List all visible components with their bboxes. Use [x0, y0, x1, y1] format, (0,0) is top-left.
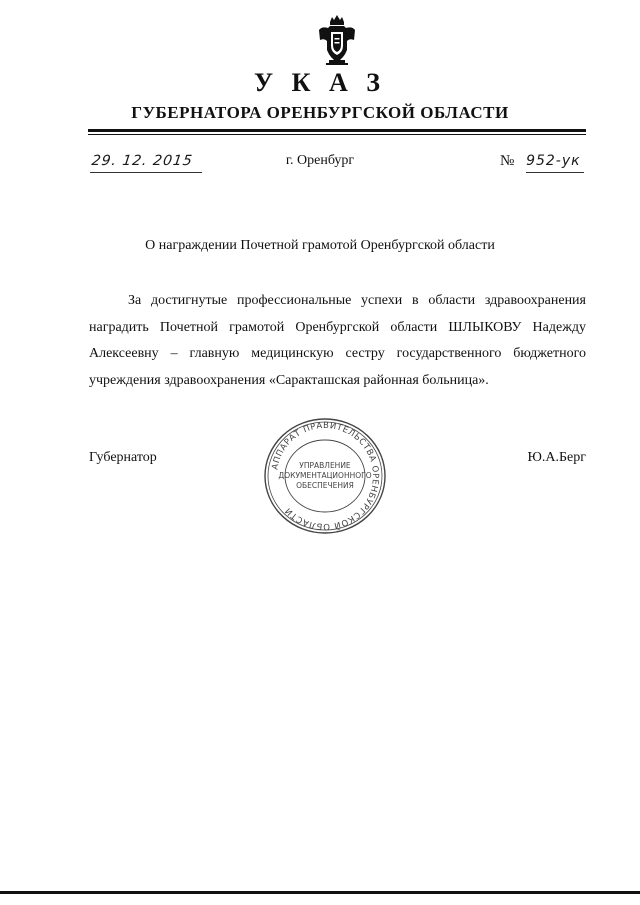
decree-number — [500, 150, 584, 172]
document-body: За достигнутые профессиональные успехи в области здравоохранения наградить Почетной грамотой Оренбургской области ШЛЫКОВУ Надежду Алексеевну – главную медицинскую сестру государственного бюджетного учреждения здравоохранения «Саракташская районная больница». — [89, 293, 586, 388]
decree-subtitle: ГУБЕРНАТОРА ОРЕНБУРГСКОЙ ОБЛАСТИ — [131, 103, 509, 122]
header-divider-thin — [88, 134, 586, 135]
signatory-name: Ю.А.Берг — [527, 450, 586, 465]
stamp-line-1: УПРАВЛЕНИЕ — [299, 461, 351, 470]
document-heading: О награждении Почетной грамотой Оренбургской области — [145, 238, 495, 253]
number-value: 952-ук — [526, 150, 584, 173]
decree-title: У К А З — [254, 68, 386, 97]
stamp-line-3: ОБЕСПЕЧЕНИЯ — [296, 481, 354, 490]
page-bottom-border — [0, 891, 640, 894]
signatory-title: Губернатор — [89, 450, 157, 465]
number-label: № — [500, 153, 515, 169]
coat-of-arms-icon — [316, 14, 358, 66]
official-stamp-icon — [260, 415, 390, 537]
header-divider-thick — [88, 129, 586, 132]
decree-city: г. Оренбург — [285, 153, 355, 168]
stamp-line-2: ДОКУМЕНТАЦИОННОГО — [278, 471, 372, 480]
decree-date: 29. 12. 2015 — [90, 150, 205, 173]
stamp-ring-text: АППАРАТ ПРАВИТЕЛЬСТВА ОРЕНБУРГСКОЙ ОБЛАСТИ — [270, 420, 381, 532]
